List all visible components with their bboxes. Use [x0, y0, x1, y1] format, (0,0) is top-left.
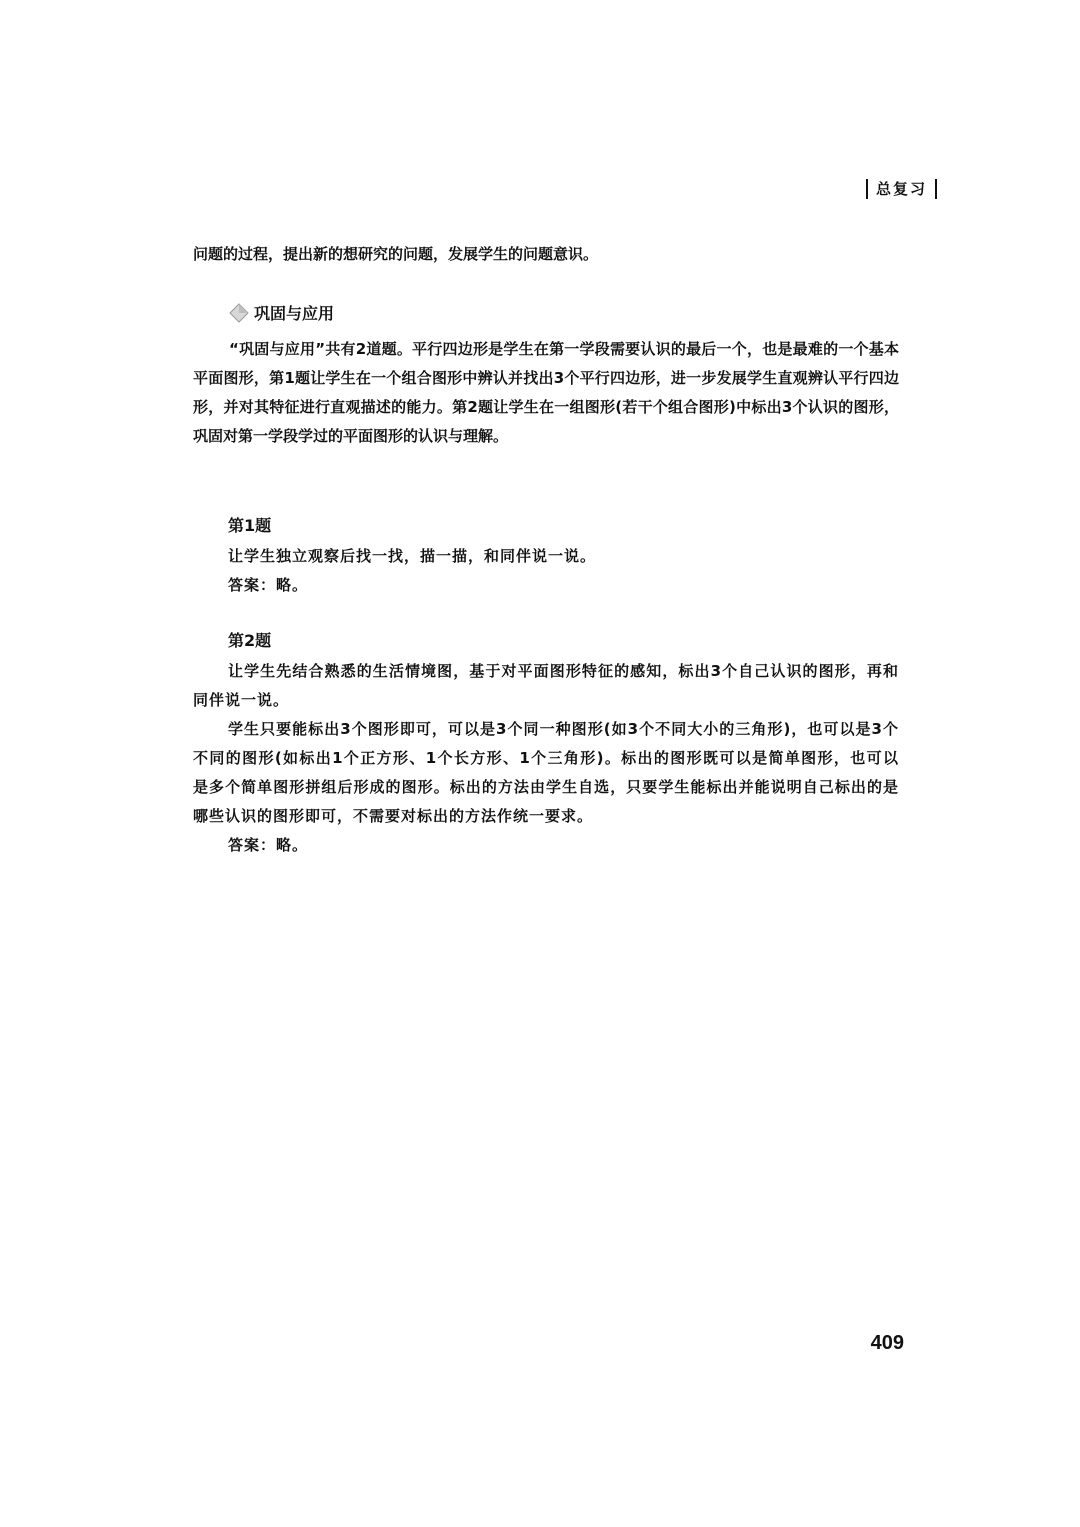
header-left-bar	[866, 179, 868, 199]
question2-paragraph-2: 学生只要能标出3个图形即可，可以是3个同一种图形(如3个不同大小的三角形)，也可以是3个不同的图形(如标出1个正方形、1个长方形、1个三角形)。标出的图形既可以是简单图形，也可以是多个简单图形拼组后形成的图形。标出的方法由学生自选，只要学生能标出并能说明自己标出的是哪些认识的图形即可，不需要对标出的方法作统一要求。	[193, 720, 899, 825]
diamond-icon	[228, 302, 250, 324]
question1-text: 让学生独立观察后找一找，描一描，和同伴说一说。	[228, 547, 597, 565]
section-title: 巩固与应用	[254, 304, 335, 323]
page-number: 409	[870, 1332, 904, 1354]
intro-paragraph: “巩固与应用”共有2道题。平行四边形是学生在第一学段需要认识的最后一个，也是最难的一个基本平面图形，第1题让学生在一个组合图形中辨认并找出3个平行四边形，进一步发展学生直观辨认平行四边形，并对其特征进行直观描述的能力。第2题让学生在一组图形(若干个组合图形)中标出3个认识的图形，巩固对第一学段学过的平面图形的认识与理解。	[193, 340, 899, 445]
question1-answer: 答案：略。	[228, 576, 309, 594]
question2-answer: 答案：略。	[228, 836, 309, 854]
question2-title: 第2题	[228, 631, 272, 650]
running-title: 总复习	[875, 180, 927, 198]
question2-paragraph-1: 让学生先结合熟悉的生活情境图，基于对平面图形特征的感知，标出3个自己认识的图形，再和同伴说一说。	[193, 662, 899, 709]
running-header	[866, 178, 937, 199]
header-right-bar	[935, 179, 937, 199]
section-heading	[228, 301, 334, 324]
continuation-paragraph: 问题的过程，提出新的想研究的问题，发展学生的问题意识。	[193, 245, 599, 263]
question1-title: 第1题	[228, 516, 272, 535]
question2-body	[193, 657, 899, 860]
